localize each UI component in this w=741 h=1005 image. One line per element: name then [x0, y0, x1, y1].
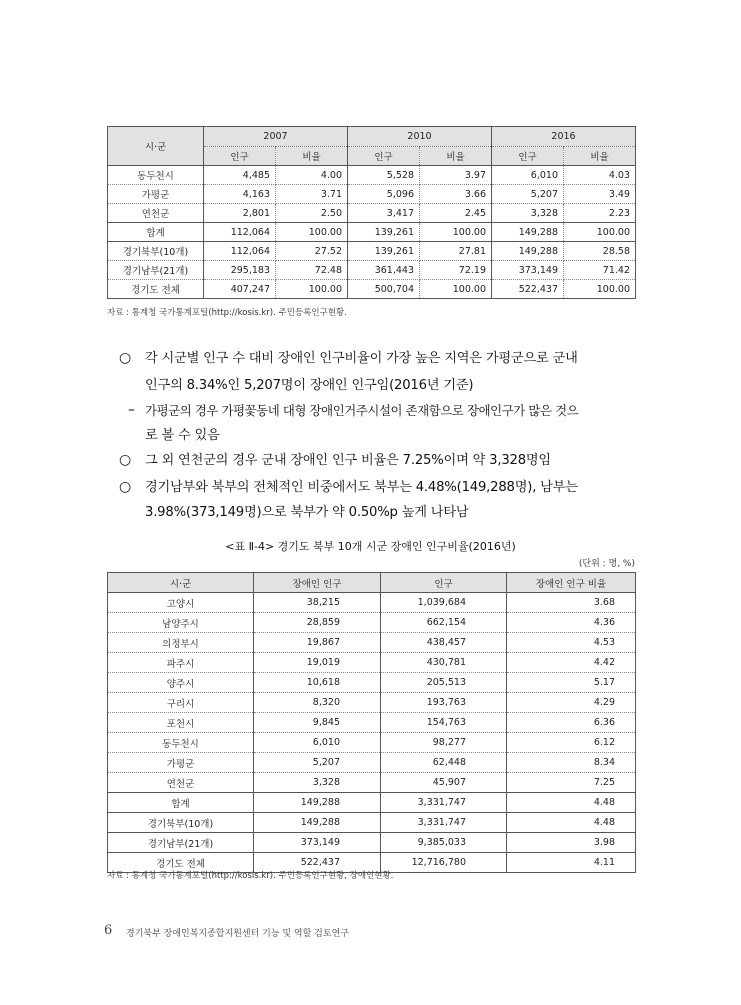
- table-row: [108, 733, 636, 753]
- population-cell: 5,207: [492, 185, 564, 204]
- table-row: [108, 613, 636, 633]
- population-cell: 500,704: [348, 280, 420, 299]
- region-name-cell: 연천군: [108, 773, 254, 793]
- population-cell: 407,247: [204, 280, 276, 299]
- region-name-cell: 고양시: [108, 593, 254, 613]
- disability-ratio-cell: 6.36: [507, 713, 636, 733]
- population-ratio-table-2007-2016: [107, 126, 636, 299]
- region-name-cell: 경기북부(10개): [108, 813, 254, 833]
- sub-header-ratio: 비율: [420, 147, 492, 166]
- disabled-population-cell: 3,328: [254, 773, 381, 793]
- region-name-cell: 경기남부(21개): [108, 261, 204, 280]
- region-name-cell: 남양주시: [108, 613, 254, 633]
- paragraph-3: 그 외 연천군의 경우 군내 장애인 인구 비율은 7.25%이며 약 3,328명임: [145, 453, 551, 468]
- population-cell: 154,763: [381, 713, 507, 733]
- circle-bullet: ○: [119, 452, 132, 468]
- table-row: [108, 633, 636, 653]
- sub-header-population: 인구: [348, 147, 420, 166]
- ratio-cell: 28.58: [564, 242, 636, 261]
- population-cell: 361,443: [348, 261, 420, 280]
- disabled-population-cell: 522,437: [254, 853, 381, 873]
- region-name-cell: 연천군: [108, 204, 204, 223]
- sub-header-population: 인구: [492, 147, 564, 166]
- ratio-cell: 3.71: [276, 185, 348, 204]
- region-name-cell: 합계: [108, 793, 254, 813]
- disability-ratio-cell: 7.25: [507, 773, 636, 793]
- ratio-cell: 4.03: [564, 166, 636, 185]
- population-cell: 295,183: [204, 261, 276, 280]
- ratio-cell: 72.19: [420, 261, 492, 280]
- ratio-cell: 71.42: [564, 261, 636, 280]
- table-row: [108, 793, 636, 813]
- population-cell: 3,331,747: [381, 793, 507, 813]
- disabled-population-cell: 10,618: [254, 673, 381, 693]
- disability-ratio-cell: 4.36: [507, 613, 636, 633]
- table-row: [108, 166, 636, 185]
- column-header: 시·군: [108, 573, 254, 593]
- ratio-cell: 3.97: [420, 166, 492, 185]
- population-cell: 45,907: [381, 773, 507, 793]
- disability-ratio-cell: 4.29: [507, 693, 636, 713]
- ratio-cell: 100.00: [276, 223, 348, 242]
- disabled-population-cell: 149,288: [254, 793, 381, 813]
- region-name-cell: 파주시: [108, 653, 254, 673]
- population-cell: 4,485: [204, 166, 276, 185]
- region-name-cell: 포천시: [108, 713, 254, 733]
- table-row: [108, 280, 636, 299]
- region-name-cell: 경기북부(10개): [108, 242, 204, 261]
- sub-header-ratio: 비율: [564, 147, 636, 166]
- disability-ratio-cell: 8.34: [507, 753, 636, 773]
- disabled-population-cell: 149,288: [254, 813, 381, 833]
- population-cell: 205,513: [381, 673, 507, 693]
- dash-bullet: –: [128, 402, 135, 418]
- region-name-cell: 동두천시: [108, 166, 204, 185]
- year-header: 2016: [492, 127, 636, 147]
- population-cell: 2,801: [204, 204, 276, 223]
- ratio-cell: 100.00: [420, 280, 492, 299]
- disability-ratio-cell: 3.68: [507, 593, 636, 613]
- paragraph-2-line-2: 로 볼 수 있음: [145, 428, 220, 443]
- ratio-cell: 2.45: [420, 204, 492, 223]
- disabled-population-cell: 6,010: [254, 733, 381, 753]
- table-row: [108, 593, 636, 613]
- paragraph-4-line-1: 경기남부와 북부의 전체적인 비중에서도 북부는 4.48%(149,288명), 남부는: [145, 480, 578, 495]
- ratio-cell: 2.23: [564, 204, 636, 223]
- ratio-cell: 4.00: [276, 166, 348, 185]
- region-name-cell: 경기도 전체: [108, 280, 204, 299]
- sub-header-population: 인구: [204, 147, 276, 166]
- disabled-population-cell: 19,867: [254, 633, 381, 653]
- north-gyeonggi-disability-ratio-table: [107, 572, 636, 873]
- disabled-population-cell: 8,320: [254, 693, 381, 713]
- year-header: 2010: [348, 127, 492, 147]
- table-row: [108, 693, 636, 713]
- region-name-cell: 경기남부(21개): [108, 833, 254, 853]
- disability-ratio-cell: 3.98: [507, 833, 636, 853]
- circle-bullet: ○: [119, 350, 132, 366]
- region-name-cell: 가평군: [108, 185, 204, 204]
- region-name-cell: 경기도 전체: [108, 853, 254, 873]
- circle-bullet: ○: [119, 479, 132, 495]
- ratio-cell: 2.50: [276, 204, 348, 223]
- year-header: 2007: [204, 127, 348, 147]
- ratio-cell: 100.00: [564, 280, 636, 299]
- table-row: [108, 753, 636, 773]
- population-cell: 5,528: [348, 166, 420, 185]
- disability-ratio-cell: 4.42: [507, 653, 636, 673]
- disabled-population-cell: 9,845: [254, 713, 381, 733]
- population-cell: 12,716,780: [381, 853, 507, 873]
- region-name-cell: 양주시: [108, 673, 254, 693]
- population-cell: 3,331,747: [381, 813, 507, 833]
- ratio-cell: 72.48: [276, 261, 348, 280]
- population-cell: 430,781: [381, 653, 507, 673]
- table-row: [108, 673, 636, 693]
- disability-ratio-cell: 6.12: [507, 733, 636, 753]
- disabled-population-cell: 5,207: [254, 753, 381, 773]
- paragraph-1-line-2: 인구의 8.34%인 5,207명이 장애인 인구임(2016년 기준): [145, 378, 474, 393]
- population-cell: 3,417: [348, 204, 420, 223]
- ratio-cell: 27.81: [420, 242, 492, 261]
- table-row: [108, 833, 636, 853]
- table-row: [108, 223, 636, 242]
- table-row: [108, 713, 636, 733]
- population-cell: 62,448: [381, 753, 507, 773]
- disabled-population-cell: 373,149: [254, 833, 381, 853]
- column-header: 장애인 인구: [254, 573, 381, 593]
- corner-header: 시·군: [108, 127, 204, 166]
- ratio-cell: 100.00: [276, 280, 348, 299]
- population-cell: 149,288: [492, 223, 564, 242]
- disability-ratio-cell: 4.11: [507, 853, 636, 873]
- ratio-cell: 100.00: [564, 223, 636, 242]
- region-name-cell: 의정부시: [108, 633, 254, 653]
- ratio-cell: 3.49: [564, 185, 636, 204]
- region-name-cell: 합계: [108, 223, 204, 242]
- population-cell: 112,064: [204, 223, 276, 242]
- table-row: [108, 242, 636, 261]
- population-cell: 193,763: [381, 693, 507, 713]
- region-name-cell: 동두천시: [108, 733, 254, 753]
- population-cell: 149,288: [492, 242, 564, 261]
- table2-source-note: 자료 : 통계청 국가통계포털(http://kosis.kr). 주민등록인구현황, 장애인현황.: [107, 871, 394, 881]
- region-name-cell: 가평군: [108, 753, 254, 773]
- ratio-cell: 100.00: [420, 223, 492, 242]
- table-row: [108, 813, 636, 833]
- disabled-population-cell: 19,019: [254, 653, 381, 673]
- column-header: 인구: [381, 573, 507, 593]
- paragraph-1-line-1: 각 시군별 인구 수 대비 장애인 인구비율이 가장 높은 지역은 가평군으로 군내: [145, 351, 578, 366]
- region-name-cell: 구리시: [108, 693, 254, 713]
- ratio-cell: 3.66: [420, 185, 492, 204]
- table-row: [108, 261, 636, 280]
- population-cell: 139,261: [348, 242, 420, 261]
- disabled-population-cell: 28,859: [254, 613, 381, 633]
- page-number: 6: [104, 923, 113, 938]
- population-cell: 662,154: [381, 613, 507, 633]
- population-cell: 6,010: [492, 166, 564, 185]
- paragraph-2-line-1: 가평군의 경우 가평꽃동네 대형 장애인거주시설이 존재함으로 장애인구가 많은 것으: [145, 403, 579, 418]
- population-cell: 9,385,033: [381, 833, 507, 853]
- disability-ratio-cell: 4.53: [507, 633, 636, 653]
- table1-source-note: 자료 : 통계청 국가통계포털(http://kosis.kr). 주민등록인구현황.: [107, 308, 347, 318]
- disability-ratio-cell: 4.48: [507, 793, 636, 813]
- population-cell: 98,277: [381, 733, 507, 753]
- population-cell: 373,149: [492, 261, 564, 280]
- running-footer-title: 경기북부 장애인복지종합지원센터 기능 및 역할 검토연구: [126, 929, 349, 939]
- table2-unit: (단위 : 명, %): [578, 559, 635, 569]
- sub-header-ratio: 비율: [276, 147, 348, 166]
- disabled-population-cell: 38,215: [254, 593, 381, 613]
- table-row: [108, 185, 636, 204]
- population-cell: 1,039,684: [381, 593, 507, 613]
- population-cell: 522,437: [492, 280, 564, 299]
- table-row: [108, 653, 636, 673]
- paragraph-4-line-2: 3.98%(373,149명)으로 북부가 약 0.50%p 높게 나타남: [145, 505, 469, 520]
- population-cell: 139,261: [348, 223, 420, 242]
- population-cell: 5,096: [348, 185, 420, 204]
- population-cell: 438,457: [381, 633, 507, 653]
- ratio-cell: 27.52: [276, 242, 348, 261]
- population-cell: 112,064: [204, 242, 276, 261]
- table-row: [108, 204, 636, 223]
- disability-ratio-cell: 5.17: [507, 673, 636, 693]
- population-cell: 4,163: [204, 185, 276, 204]
- disability-ratio-cell: 4.48: [507, 813, 636, 833]
- table-row: [108, 773, 636, 793]
- population-cell: 3,328: [492, 204, 564, 223]
- table2-caption: <표 Ⅱ-4> 경기도 북부 10개 시군 장애인 인구비율(2016년): [225, 540, 516, 553]
- column-header: 장애인 인구 비율: [507, 573, 636, 593]
